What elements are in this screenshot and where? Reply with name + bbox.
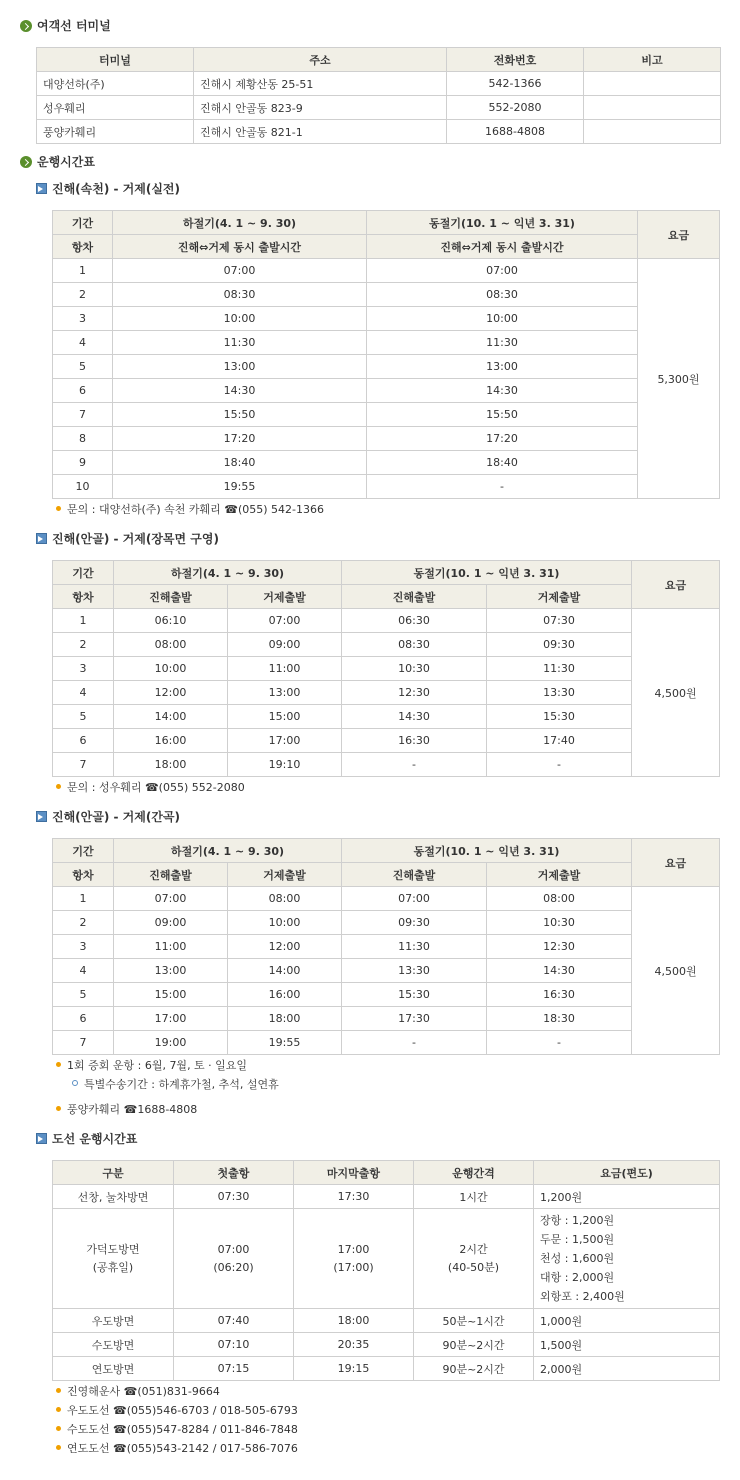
departure-time: 16:30 [342,729,487,753]
departure-time: 17:00 [228,729,342,753]
arrow-square-icon [36,183,47,194]
header-geoje-depart: 거제출발 [228,585,342,609]
fare-line: 외항포 : 2,400원 [540,1290,625,1303]
route2-title-text: 진해(안골) - 거제(장목면 구영) [52,532,219,546]
departure-time: 12:00 [228,935,342,959]
header-terminal: 터미널 [37,48,194,72]
departure-time: 08:00 [228,887,342,911]
table-row [53,307,720,331]
header-winter: 동절기(10. 1 ~ 익년 3. 31) [342,561,632,585]
trip-number: 5 [53,355,113,379]
departure-time: 18:40 [113,451,367,475]
departure-time: 09:30 [487,633,632,657]
departure-time: 19:55 [228,1031,342,1055]
departure-time: 19:10 [228,753,342,777]
header-period: 기간 [53,211,113,235]
interval: 1시간 [414,1185,534,1209]
terminal-name: 성우훼리 [37,96,194,120]
departure-time: 10:30 [342,657,487,681]
islands-title [36,1131,137,1147]
table-row [37,72,721,96]
terminal-name: 풍양카훼리 [37,120,194,144]
terminal-phone: 1688-4808 [447,120,584,144]
header-geoje-depart: 거제출발 [487,585,632,609]
table-row [53,259,720,283]
first-departure: 07:40 [174,1309,294,1333]
header-trip: 항차 [53,863,114,887]
route-name: 우도방면 [53,1309,174,1333]
arrow-square-icon [36,533,47,544]
table-row [53,983,720,1007]
table-row [53,633,720,657]
departure-time: 07:00 [342,887,487,911]
header-summer: 하절기(4. 1 ~ 9. 30) [113,211,367,235]
fare-line: 대항 : 2,000원 [540,1271,615,1284]
fare-line: 두문 : 1,500원 [540,1233,615,1246]
departure-time: 07:00 [228,609,342,633]
header-winter: 동절기(10. 1 ~ 익년 3. 31) [367,211,638,235]
table-row [37,120,721,144]
header-summer: 하절기(4. 1 ~ 9. 30) [114,839,342,863]
departure-time: 06:30 [342,609,487,633]
header-winter-sub: 진해⇔거제 동시 출발시간 [367,235,638,259]
bullet-dot-icon [56,1407,61,1412]
departure-time: 15:50 [367,403,638,427]
schedule-title-text: 운행시간표 [37,155,95,169]
route-name: 연도방면 [53,1357,174,1381]
header-jinhae-depart: 진해출발 [114,863,228,887]
route3-title [36,809,180,825]
table-row [53,1007,720,1031]
route3-note [56,1058,247,1074]
departure-time: 08:30 [113,283,367,307]
departure-time: 11:30 [487,657,632,681]
route2-note-text: 문의 : 성우훼리 ☎(055) 552-2080 [67,781,245,794]
route1-title [36,181,180,197]
departure-time: 09:00 [228,633,342,657]
route3-note2 [56,1102,197,1118]
fare-value: 4,500원 [632,609,720,777]
header-geoje-depart: 거제출발 [487,863,632,887]
trip-number: 5 [53,983,114,1007]
islands-note [56,1441,298,1457]
departure-time: 14:30 [487,959,632,983]
trip-number: 1 [53,259,113,283]
departure-time: 13:00 [114,959,228,983]
header-jinhae-depart: 진해출발 [342,863,487,887]
header-section: 구분 [53,1161,174,1185]
departure-time: 13:30 [487,681,632,705]
departure-time: 14:30 [113,379,367,403]
arrow-square-icon [36,811,47,822]
trip-number: 3 [53,935,114,959]
trip-number: 10 [53,475,113,499]
departure-time: 09:00 [114,911,228,935]
departure-time: 07:30 [487,609,632,633]
header-winter: 동절기(10. 1 ~ 익년 3. 31) [342,839,632,863]
departure-time: 11:00 [114,935,228,959]
first-departure-line: 07:00 [217,1242,250,1256]
trip-number: 3 [53,657,114,681]
trip-number: 7 [53,1031,114,1055]
departure-time: 14:00 [114,705,228,729]
last-departure [294,1209,414,1309]
header-fare-oneway: 요금(편도) [534,1161,720,1185]
table-row [53,1309,720,1333]
route1-table [52,210,720,499]
table-row [53,681,720,705]
header-fare: 요금 [632,561,720,609]
islands-note [56,1403,298,1419]
table-row [53,427,720,451]
trip-number: 8 [53,427,113,451]
table-row [53,729,720,753]
interval-holiday: (40-50분) [447,1260,500,1274]
table-row [53,403,720,427]
departure-time: 16:00 [114,729,228,753]
terminal-table [36,47,721,144]
departure-time: 15:00 [228,705,342,729]
islands-note-text: 진영해운사 ☎(051)831-9664 [67,1385,220,1398]
terminal-remark [584,120,721,144]
departure-time: 08:00 [114,633,228,657]
table-row [53,283,720,307]
fare: 1,500원 [534,1333,720,1357]
departure-time: 15:30 [487,705,632,729]
departure-time: 14:00 [228,959,342,983]
table-row [53,959,720,983]
trip-number: 2 [53,633,114,657]
trip-number: 6 [53,379,113,403]
header-remark: 비고 [584,48,721,72]
trip-number: 7 [53,403,113,427]
terminal-address: 진해시 안골동 821-1 [194,120,447,144]
trip-number: 4 [53,959,114,983]
departure-time: 12:30 [487,935,632,959]
trip-number: 7 [53,753,114,777]
route-name: 선창, 눌차방면 [53,1185,174,1209]
departure-time: - [487,753,632,777]
departure-time: 11:00 [228,657,342,681]
header-period: 기간 [53,839,114,863]
trip-number: 9 [53,451,113,475]
fare-line: 천성 : 1,600원 [540,1252,615,1265]
route3-subnote [72,1077,279,1093]
departure-time: 15:30 [342,983,487,1007]
departure-time: 10:00 [228,911,342,935]
table-row [53,887,720,911]
last-departure: 17:30 [294,1185,414,1209]
interval: 50분~1시간 [414,1309,534,1333]
departure-time: 19:55 [113,475,367,499]
departure-time: - [342,1031,487,1055]
route-name [53,1209,174,1309]
terminal-title-text: 여객선 터미널 [37,19,111,33]
departure-time: 13:00 [113,355,367,379]
bullet-arrow-icon [20,156,32,168]
table-row [53,705,720,729]
bullet-circle-icon [72,1080,78,1086]
fare-line: 장항 : 1,200원 [540,1214,615,1227]
departure-time: - [487,1031,632,1055]
header-phone: 전화번호 [447,48,584,72]
header-geoje-depart: 거제출발 [228,863,342,887]
departure-time: 08:30 [342,633,487,657]
departure-time: 15:50 [113,403,367,427]
route3-table [52,838,720,1055]
interval-line: 2시간 [459,1242,488,1256]
table-row [53,753,720,777]
bullet-dot-icon [56,1062,61,1067]
islands-note-text: 연도도선 ☎(055)543-2142 / 017-586-7076 [67,1442,298,1455]
table-row [53,1185,720,1209]
terminal-address: 진해시 안골동 823-9 [194,96,447,120]
bullet-dot-icon [56,1106,61,1111]
route1-note-text: 문의 : 대양선하(주) 속천 카훼리 ☎(055) 542-1366 [67,503,325,516]
departure-time: 14:30 [367,379,638,403]
interval [414,1209,534,1309]
trip-number: 1 [53,609,114,633]
table-row [53,911,720,935]
terminal-name: 대양선하(주) [37,72,194,96]
departure-time: 08:30 [367,283,638,307]
header-fare: 요금 [632,839,720,887]
header-fare: 요금 [638,211,720,259]
fare: 1,000원 [534,1309,720,1333]
bullet-dot-icon [56,784,61,789]
last-departure-line: 17:00 [337,1242,370,1256]
departure-time: 17:40 [487,729,632,753]
fare-list [534,1209,720,1309]
departure-time: 10:30 [487,911,632,935]
fare-value: 5,300원 [638,259,720,499]
route2-note [56,780,245,796]
first-departure: 07:10 [174,1333,294,1357]
islands-table [52,1160,720,1381]
departure-time: 18:00 [114,753,228,777]
trip-number: 4 [53,331,113,355]
route1-title-text: 진해(속천) - 거제(실전) [52,182,181,196]
departure-time: 17:30 [342,1007,487,1031]
departure-time: 07:00 [114,887,228,911]
trip-number: 6 [53,729,114,753]
header-interval: 운행간격 [414,1161,534,1185]
departure-time: 10:00 [113,307,367,331]
islands-title-text: 도선 운행시간표 [52,1132,138,1146]
departure-time: 12:00 [114,681,228,705]
departure-time: 11:30 [367,331,638,355]
header-summer: 하절기(4. 1 ~ 9. 30) [114,561,342,585]
first-departure [174,1209,294,1309]
departure-time: 13:00 [367,355,638,379]
bullet-dot-icon [56,1445,61,1450]
terminal-phone: 542-1366 [447,72,584,96]
departure-time: 07:00 [113,259,367,283]
arrow-square-icon [36,1133,47,1144]
table-row [53,379,720,403]
trip-number: 4 [53,681,114,705]
departure-time: 17:20 [367,427,638,451]
terminal-phone: 552-2080 [447,96,584,120]
departure-time: 17:00 [114,1007,228,1031]
header-trip: 항차 [53,235,113,259]
islands-note-text: 수도도선 ☎(055)547-8284 / 011-846-7848 [67,1423,298,1436]
header-summer-sub: 진해⇔거제 동시 출발시간 [113,235,367,259]
last-departure: 19:15 [294,1357,414,1381]
trip-number: 6 [53,1007,114,1031]
table-row [53,355,720,379]
header-jinhae-depart: 진해출발 [114,585,228,609]
departure-time: 18:00 [228,1007,342,1031]
table-row [53,657,720,681]
departure-time: 10:00 [367,307,638,331]
table-row [37,96,721,120]
first-departure: 07:15 [174,1357,294,1381]
schedule-section-title [20,154,95,170]
fare: 1,200원 [534,1185,720,1209]
route2-table [52,560,720,777]
departure-time: 06:10 [114,609,228,633]
departure-time: 08:00 [487,887,632,911]
departure-time: 13:00 [228,681,342,705]
departure-time: - [367,475,638,499]
route-name: 수도방면 [53,1333,174,1357]
bullet-dot-icon [56,1388,61,1393]
departure-time: 16:30 [487,983,632,1007]
header-first-departure: 첫출항 [174,1161,294,1185]
header-address: 주소 [194,48,447,72]
islands-note [56,1384,220,1400]
route3-note2-text: 풍양카훼리 ☎1688-4808 [67,1103,198,1116]
departure-time: 15:00 [114,983,228,1007]
departure-time: 13:30 [342,959,487,983]
table-row [53,1333,720,1357]
terminal-section-title [20,18,111,34]
table-row [53,451,720,475]
trip-number: 2 [53,283,113,307]
departure-time: 12:30 [342,681,487,705]
trip-number: 3 [53,307,113,331]
first-departure-holiday: (06:20) [213,1260,254,1274]
departure-time: 18:40 [367,451,638,475]
table-row [53,1357,720,1381]
islands-note [56,1422,298,1438]
fare-value: 4,500원 [632,887,720,1055]
table-row [53,609,720,633]
header-period: 기간 [53,561,114,585]
departure-time: 09:30 [342,911,487,935]
route3-note-text: 1회 증회 운항 : 6월, 7월, 토 · 일요일 [67,1059,248,1072]
table-row [53,935,720,959]
trip-number: 2 [53,911,114,935]
header-trip: 항차 [53,585,114,609]
trip-number: 5 [53,705,114,729]
first-departure: 07:30 [174,1185,294,1209]
departure-time: 07:00 [367,259,638,283]
table-row [53,1209,720,1309]
departure-time: 11:30 [113,331,367,355]
table-row [53,1031,720,1055]
departure-time: 18:30 [487,1007,632,1031]
last-departure: 18:00 [294,1309,414,1333]
departure-time: 17:20 [113,427,367,451]
route-name-holiday: (공휴일) [92,1260,134,1274]
terminal-remark [584,72,721,96]
terminal-remark [584,96,721,120]
last-departure: 20:35 [294,1333,414,1357]
islands-note-text: 우도도선 ☎(055)546-6703 / 018-505-6793 [67,1404,298,1417]
interval: 90분~2시간 [414,1333,534,1357]
route3-subnote-text: 특별수송기간 : 하계휴가철, 추석, 설연휴 [84,1078,279,1091]
bullet-arrow-icon [20,20,32,32]
table-row [53,331,720,355]
fare: 2,000원 [534,1357,720,1381]
departure-time: - [342,753,487,777]
header-last-departure: 마지막출항 [294,1161,414,1185]
route1-note [56,502,324,518]
route3-title-text: 진해(안골) - 거제(간곡) [52,810,181,824]
bullet-dot-icon [56,506,61,511]
bullet-dot-icon [56,1426,61,1431]
header-jinhae-depart: 진해출발 [342,585,487,609]
last-departure-holiday: (17:00) [333,1260,374,1274]
departure-time: 10:00 [114,657,228,681]
route2-title [36,531,219,547]
interval: 90분~2시간 [414,1357,534,1381]
departure-time: 16:00 [228,983,342,1007]
trip-number: 1 [53,887,114,911]
departure-time: 19:00 [114,1031,228,1055]
terminal-address: 진해시 제황산동 25-51 [194,72,447,96]
table-row [53,475,720,499]
departure-time: 14:30 [342,705,487,729]
departure-time: 11:30 [342,935,487,959]
route-name-line: 가덕도방면 [86,1242,140,1256]
